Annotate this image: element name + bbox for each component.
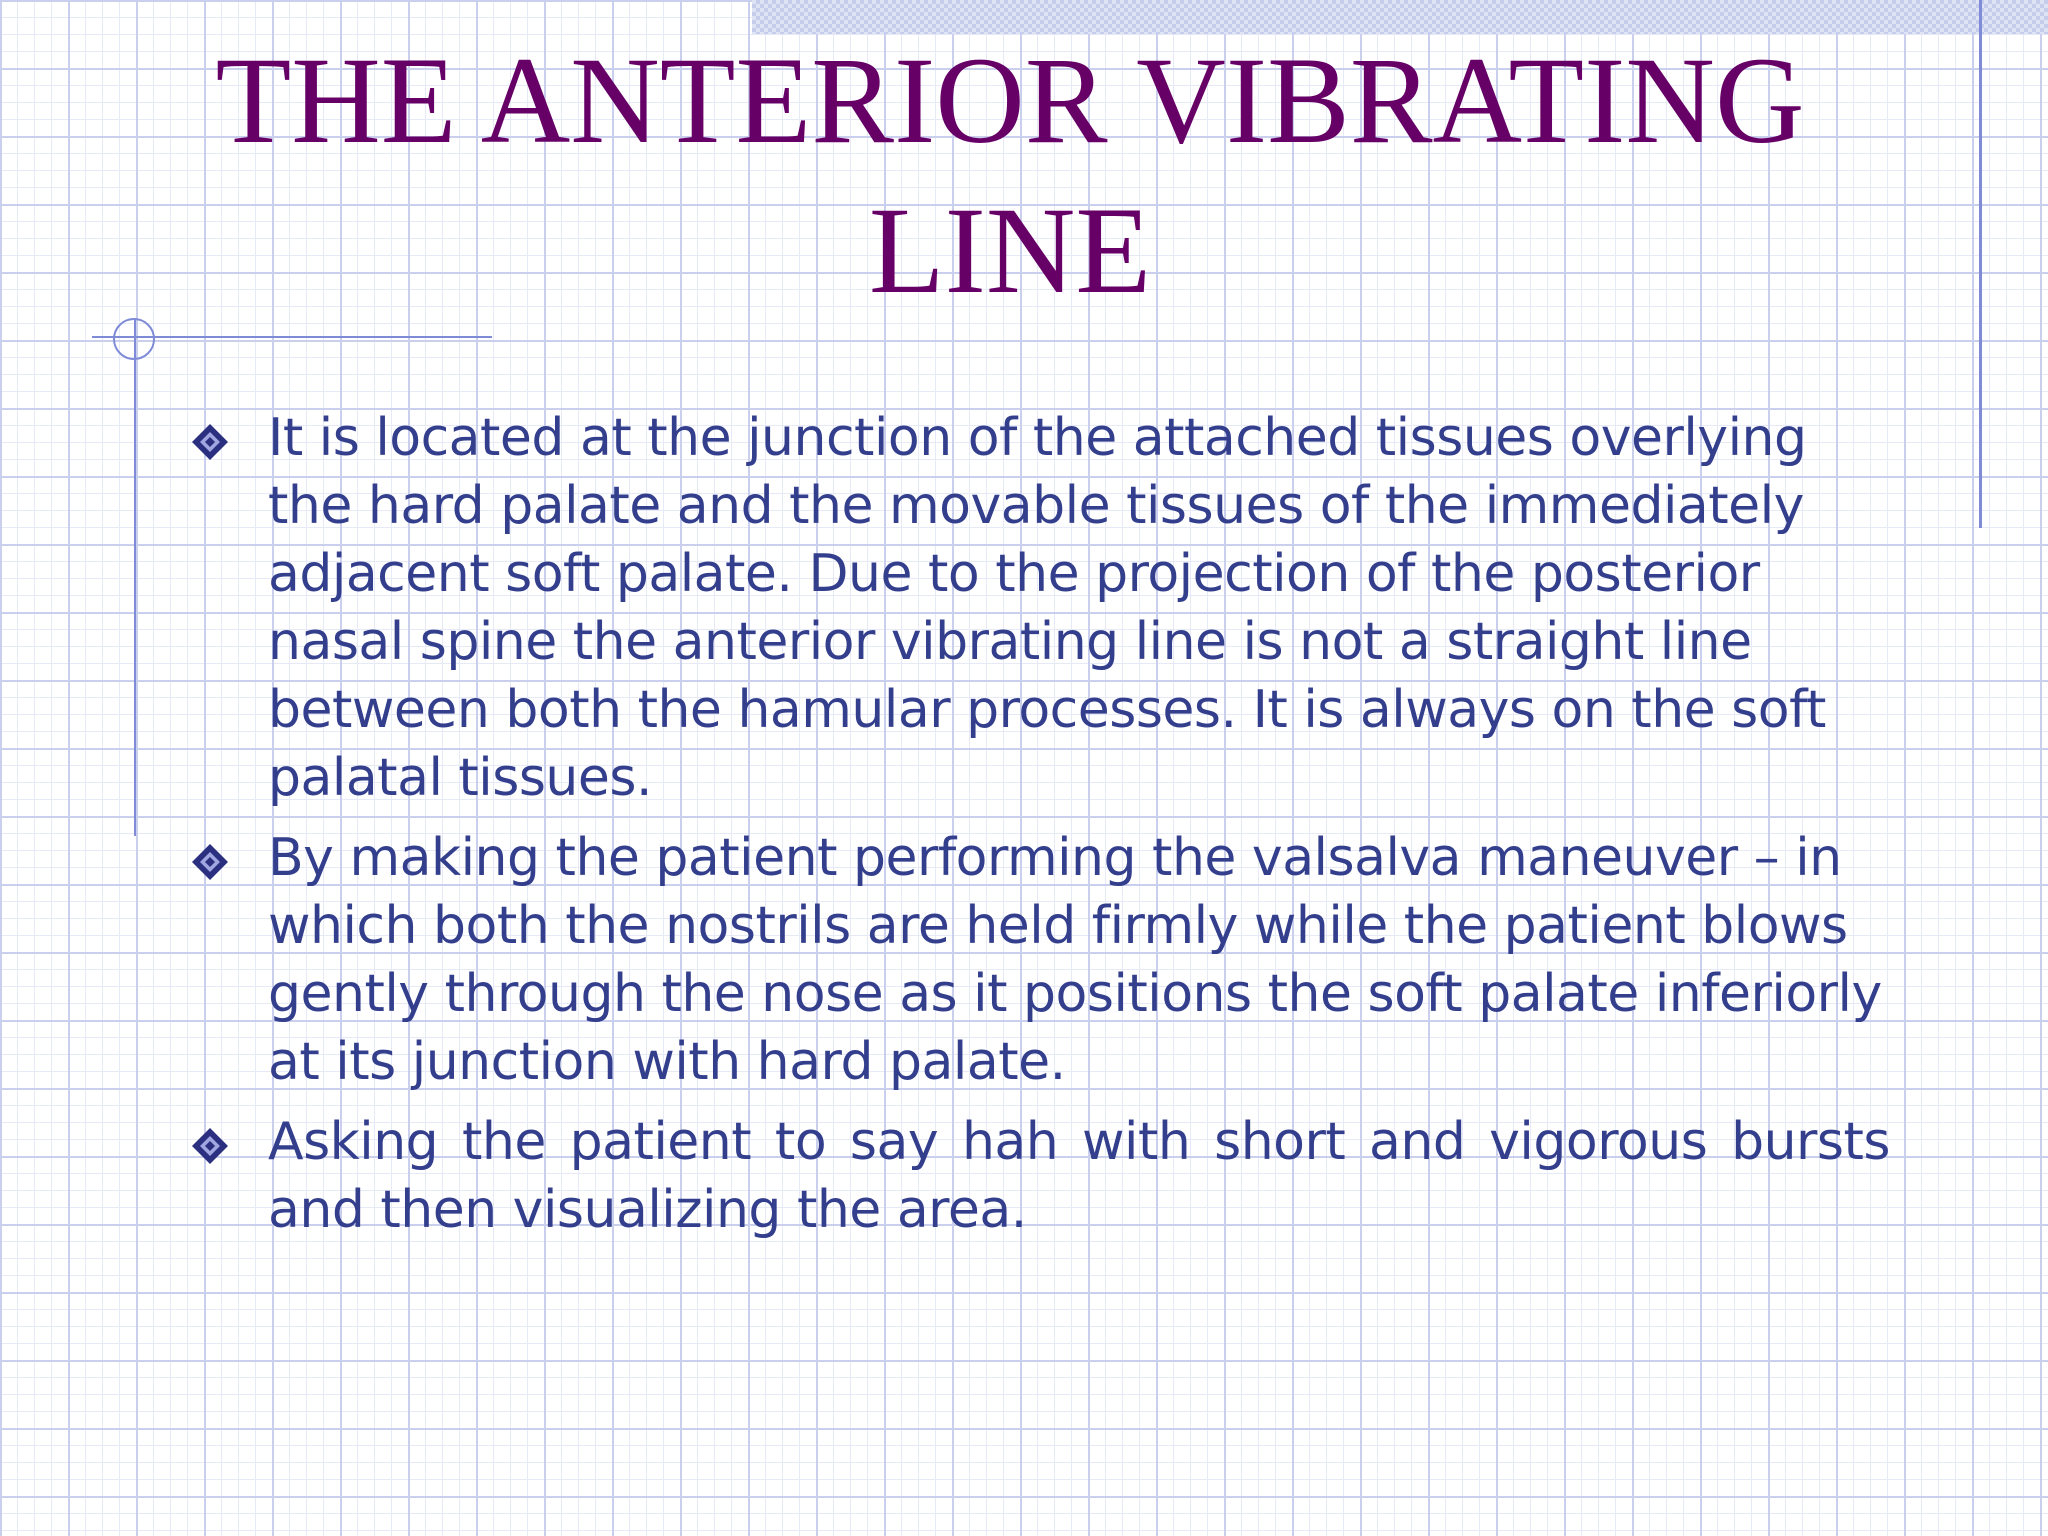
diamond-bullet-icon bbox=[190, 842, 230, 882]
decorative-vertical-line bbox=[134, 318, 136, 836]
bullet-item-1 bbox=[190, 404, 1890, 812]
bullet-text: It is located at the junction of the attached tissues overlying the hard palate and the movable tissues of the immediately adjacent soft palate. Due to the projection of the posterior nasal spine the anterior vibrating line is not a straight line between both the hamular processes. It is always on the soft palatal tissues. bbox=[268, 408, 1826, 808]
decorative-right-rule bbox=[1979, 0, 1982, 528]
bullet-text: By making the patient performing the valsalva maneuver – in which both the nostrils are held firmly while the patient blows gently through the nose as it positions the soft palate inferiorly at its junction with hard palate. bbox=[268, 828, 1882, 1092]
bullet-item-3 bbox=[190, 1108, 1890, 1244]
bullet-list bbox=[190, 404, 1890, 1256]
bullet-text: Asking the patient to say hah with short and vigorous bursts and then visualizing the area. bbox=[268, 1112, 1890, 1240]
slide-title: THE ANTERIOR VIBRATING LINE bbox=[215, 32, 1805, 319]
diamond-bullet-icon bbox=[190, 1126, 230, 1166]
bullet-item-2 bbox=[190, 824, 1890, 1096]
diamond-bullet-icon bbox=[190, 422, 230, 462]
